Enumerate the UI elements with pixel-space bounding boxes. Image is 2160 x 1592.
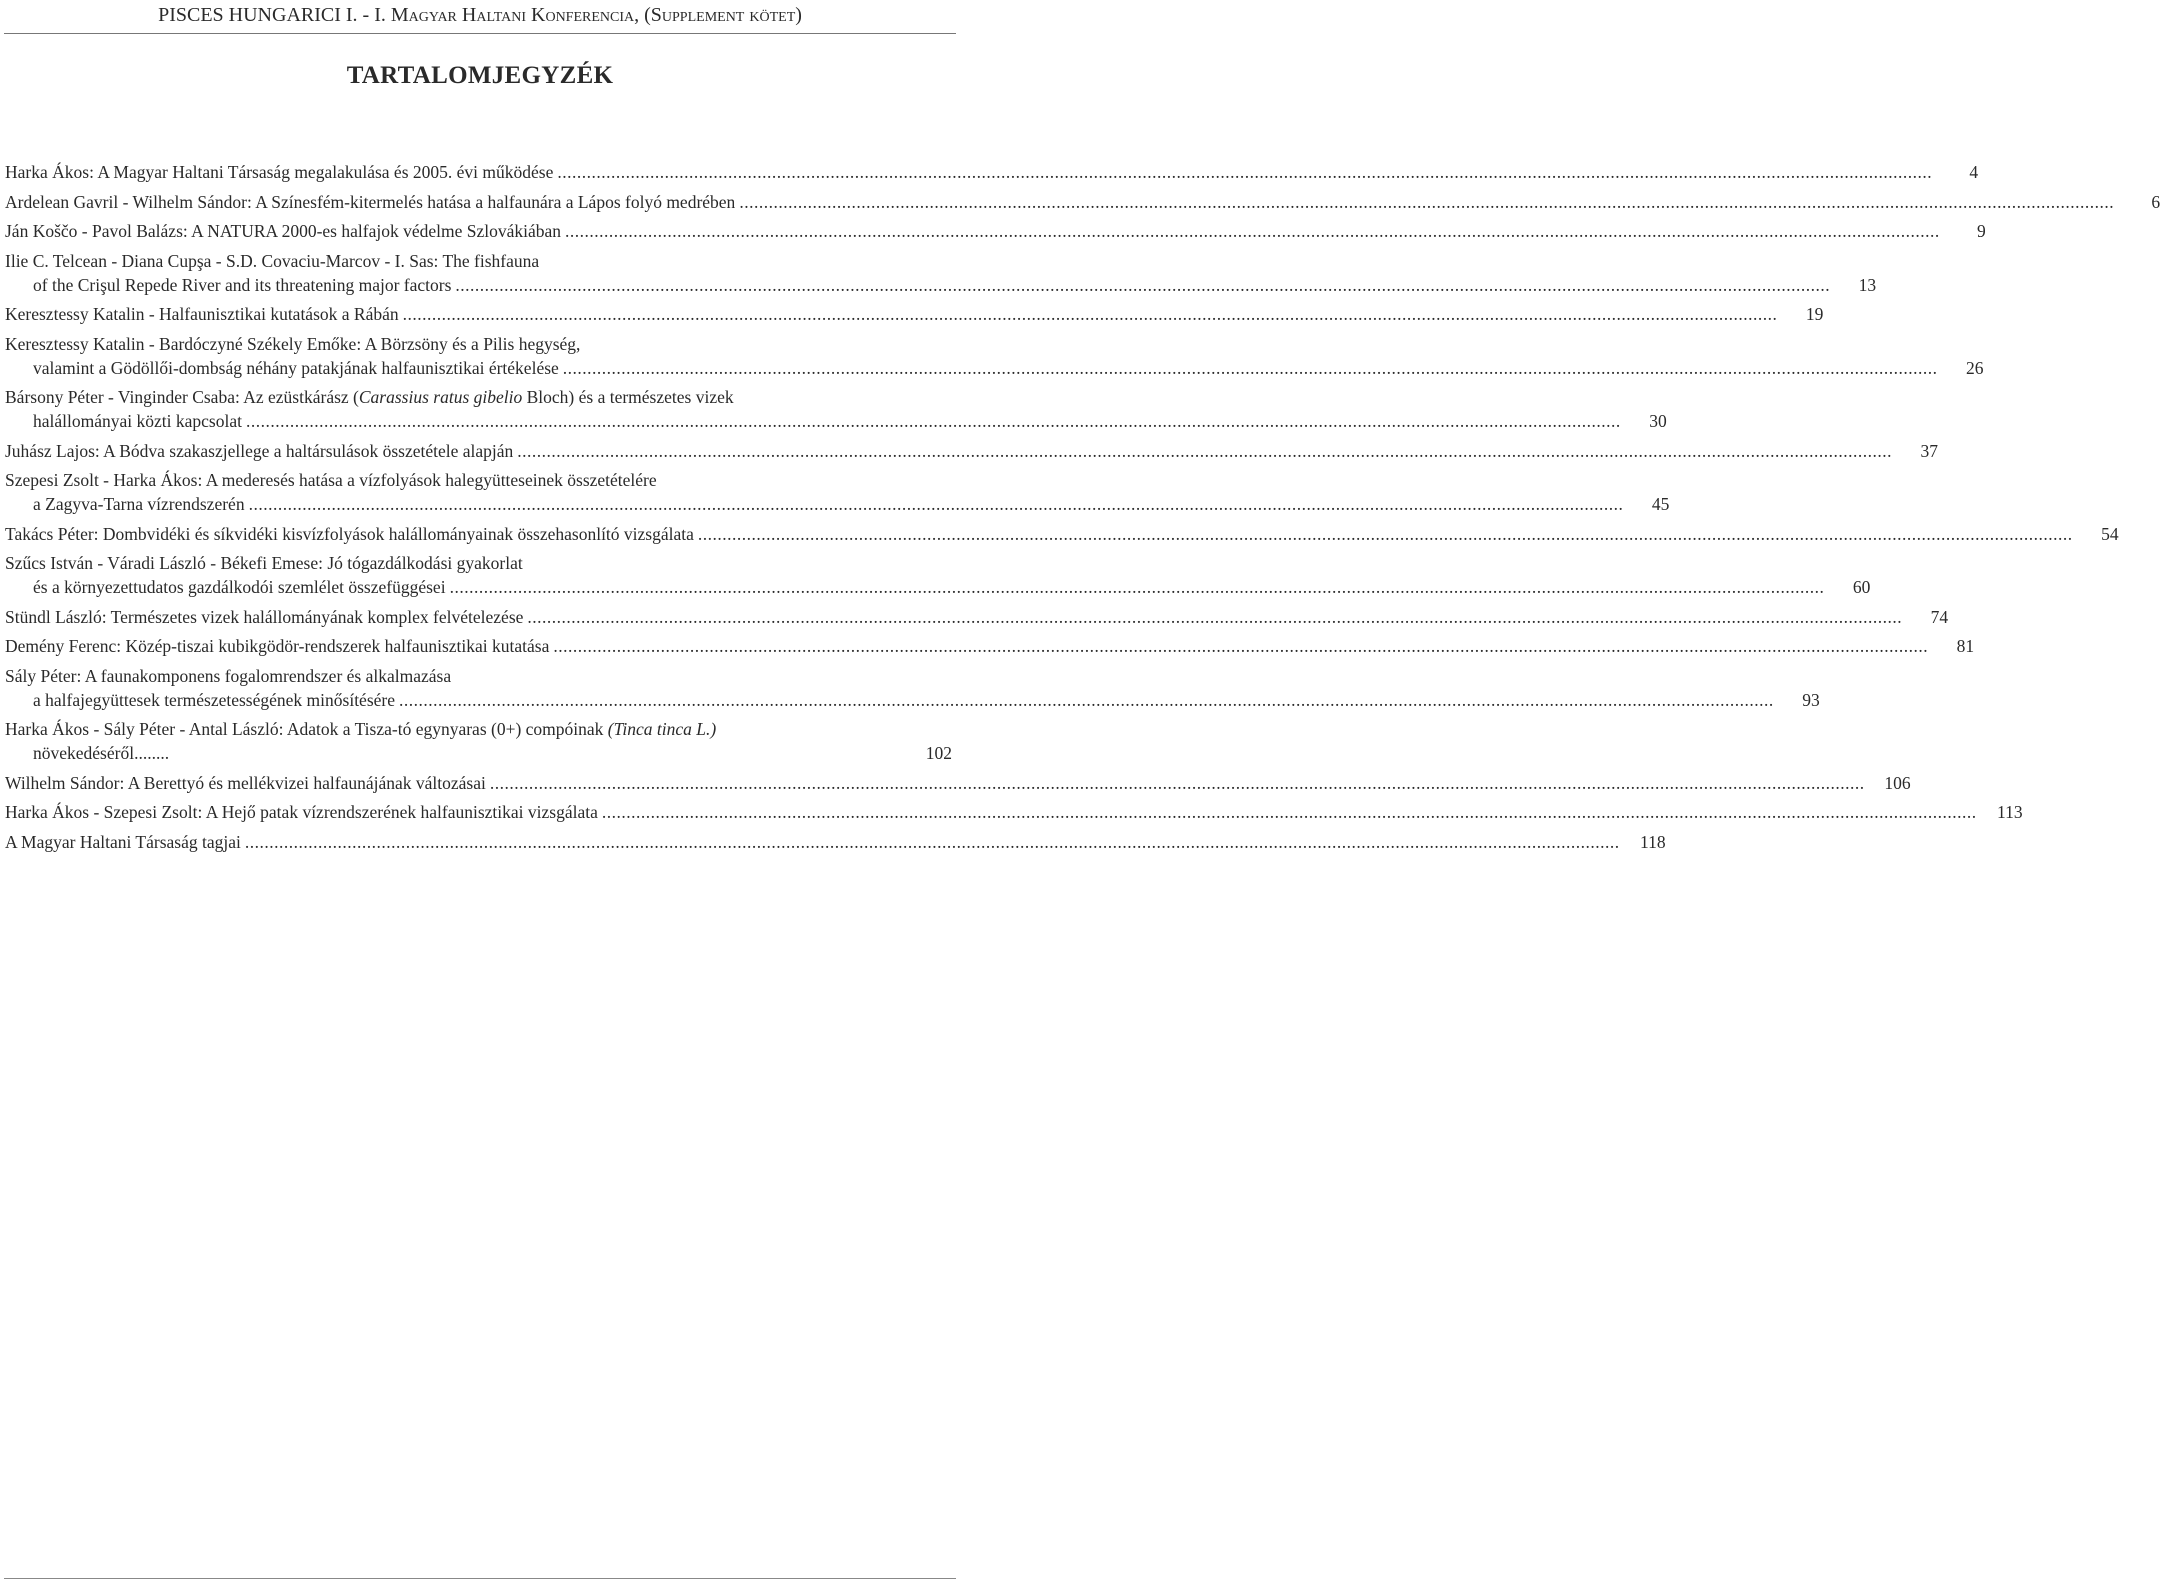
page-number: 6: [2151, 191, 2160, 212]
dot-leader: ..........................................................................................................................................................................................................................................................................................: [697, 523, 2073, 544]
toc-entry: [5, 332, 1984, 380]
dot-leader: ..........................................................................................................................................................................................................................................................................................: [565, 221, 1940, 241]
species-name: Carassius ratus gibelio: [358, 387, 523, 407]
toc-title-cont: és a környezettudatos gazdálkodói szemlélet összefüggései: [33, 577, 446, 597]
toc-entry: [5, 302, 1824, 326]
toc-title: [5, 385, 734, 409]
toc-line: [5, 273, 1877, 297]
page-number: 54: [2101, 523, 2119, 544]
dot-leader: ........: [134, 743, 170, 763]
page-number: 106: [1884, 772, 1911, 793]
toc-entry: [5, 771, 1911, 795]
toc-line: [5, 800, 2023, 824]
toc-line: [5, 688, 1820, 712]
page-number: 19: [1805, 304, 1824, 324]
toc-title: Harka Ákos: A Magyar Haltani Társaság megalakulása és 2005. évi működése: [5, 162, 554, 182]
toc-entry: [5, 522, 2119, 546]
toc-title-cont: a halfajegyüttesek természetességének minősítésére: [33, 689, 395, 710]
dot-leader: ..........................................................................................................................................................................................................................................................................................: [517, 440, 1893, 461]
dot-leader: ..........................................................................................................................................................................................................................................................................................: [562, 357, 1938, 378]
toc-entry: [5, 634, 1975, 658]
dot-leader: ..........................................................................................................................................................................................................................................................................................: [739, 191, 2115, 212]
page-number: 113: [1997, 802, 2023, 822]
dot-leader: ..........................................................................................................................................................................................................................................................................................: [399, 689, 1774, 710]
toc-line: [5, 385, 952, 409]
page-title: TARTALOMJEGYZÉK: [346, 62, 614, 89]
page-number: 45: [1651, 494, 1670, 514]
toc-title: Wilhelm Sándor: A Berettyó és mellékvizei halfaunájának változásai: [5, 772, 486, 793]
page-number: 37: [1920, 440, 1939, 461]
dot-leader: ..........................................................................................................................................................................................................................................................................................: [601, 802, 1977, 822]
page-number: 4: [1969, 162, 1979, 182]
toc-title: A Magyar Haltani Társaság tagjai: [5, 831, 241, 852]
toc-line: [5, 249, 952, 273]
page-number: 13: [1858, 274, 1877, 295]
toc-title: Juhász Lajos: A Bódva szakaszjellege a haltársulások összetétele alapján: [5, 440, 514, 461]
toc-title-part: Bloch) és a természetes vizek: [522, 387, 734, 407]
toc-line: [5, 717, 952, 741]
toc-title: Demény Ferenc: Közép-tiszai kubikgödör-rendszerek halfaunisztikai kutatása: [5, 636, 550, 656]
toc-entry: [5, 664, 1820, 712]
toc-title-cont: of the Crişul Repede River and its threatening major factors: [33, 274, 452, 295]
toc-title: Ilie C. Telcean - Diana Cupşa - S.D. Covaciu-Marcov - I. Sas: The fishfauna: [5, 250, 540, 271]
toc-line: [5, 356, 1984, 380]
toc-entry: [5, 439, 1939, 463]
toc-title: Szűcs István - Váradi László - Békefi Emese: Jó tógazdálkodási gyakorlat: [5, 553, 523, 573]
toc-entry: [5, 551, 1871, 599]
toc-line: [5, 522, 2119, 546]
toc-line: [5, 575, 1871, 599]
dot-leader: ..........................................................................................................................................................................................................................................................................................: [527, 606, 1903, 627]
toc-line: [5, 439, 1939, 463]
toc-line: [5, 492, 1670, 516]
toc-entry: [5, 605, 1949, 629]
toc-line: [5, 771, 1911, 795]
page-number: 81: [1956, 636, 1975, 656]
page-number: 26: [1966, 357, 1984, 378]
toc-line: [5, 605, 1949, 629]
toc-line: [5, 302, 1824, 326]
toc-title: Keresztessy Katalin - Bardóczyné Székely Emőke: A Börzsöny és a Pilis hegység,: [5, 333, 581, 354]
toc-title-cont: a Zagyva-Tarna vízrendszerén: [33, 494, 245, 514]
toc-line: [5, 468, 952, 492]
dot-leader: ..........................................................................................................................................................................................................................................................................................: [489, 772, 1865, 793]
toc-line: [5, 332, 952, 356]
dot-leader: ..........................................................................................................................................................................................................................................................................................: [402, 304, 1778, 324]
header-suffix: Magyar Haltani Konferencia, (Supplement kötet): [390, 4, 802, 26]
toc-line: [5, 830, 1666, 854]
toc-entry: [5, 468, 1670, 516]
dot-leader: ..........................................................................................................................................................................................................................................................................................: [455, 274, 1831, 295]
dot-leader: ..........................................................................................................................................................................................................................................................................................: [557, 162, 1933, 182]
toc-line: [5, 664, 952, 688]
toc-title-cont: növekedéséről: [33, 743, 135, 763]
toc-title: Ján Koščo - Pavol Balázs: A NATURA 2000-es halfajok védelme Szlovákiában: [5, 221, 562, 241]
dot-leader: ..........................................................................................................................................................................................................................................................................................: [449, 577, 1825, 597]
page-number: 9: [1977, 221, 1986, 241]
dot-leader: ..........................................................................................................................................................................................................................................................................................: [245, 411, 1621, 431]
page-number: 74: [1930, 606, 1949, 627]
toc-entry: [5, 385, 1667, 433]
dot-leader: ..........................................................................................................................................................................................................................................................................................: [553, 636, 1929, 656]
toc-title: Ardelean Gavril - Wilhelm Sándor: A Színesfém-kitermelés hatása a halfaunára a Lápos folyó medrében: [5, 191, 736, 212]
page-number: 60: [1852, 577, 1871, 597]
toc-entry: [5, 160, 1979, 184]
toc-title: Sály Péter: A faunakomponens fogalomrendszer és alkalmazása: [5, 665, 452, 686]
table-of-contents: [5, 160, 2160, 859]
toc-title: Harka Ákos - Szepesi Zsolt: A Hejő patak vízrendszerének halfaunisztikai vizsgálata: [5, 802, 598, 822]
toc-line: [5, 634, 1975, 658]
header-prefix: PISCES HUNGARICI I. - I.: [158, 4, 386, 26]
toc-title: Keresztessy Katalin - Halfaunisztikai kutatások a Rábán: [5, 304, 399, 324]
toc-line: [5, 551, 952, 575]
page-number: 102: [925, 743, 952, 763]
toc-line: [5, 741, 952, 765]
toc-title: Szepesi Zsolt - Harka Ákos: A mederesés hatása a vízfolyások halegyütteseinek összetételére: [5, 470, 657, 490]
header-rule: [4, 33, 956, 34]
page-number: 118: [1640, 831, 1666, 852]
page-number: 93: [1802, 689, 1820, 710]
toc-title: Takács Péter: Dombvidéki és síkvidéki kisvízfolyások halállományainak összehasonlító vizsgálata: [5, 523, 694, 544]
toc-title: Stündl László: Természetes vizek halállományának komplex felvételezése: [5, 606, 524, 627]
toc-entry: [5, 717, 952, 765]
toc-entry: [5, 190, 2160, 214]
toc-entry: [5, 830, 1666, 854]
page-number: 30: [1649, 411, 1667, 431]
footer-rule: [4, 1578, 956, 1579]
toc-title-cont: valamint a Gödöllői-dombság néhány patakjának halfaunisztikai értékelése: [33, 357, 559, 378]
toc-line: [5, 409, 1667, 433]
species-name: (Tinca tinca L.): [607, 719, 717, 739]
toc-line: [5, 219, 1986, 243]
toc-line: [5, 160, 1979, 184]
toc-title-part: Harka Ákos - Sály Péter - Antal László: Adatok a Tisza-tó egynyaras (0+) compóinak: [5, 719, 608, 739]
toc-line: [5, 190, 2160, 214]
toc-entry: [5, 249, 1877, 297]
toc-title: [5, 717, 716, 741]
toc-title-part: Bársony Péter - Vinginder Csaba: Az ezüstkárász (: [5, 387, 359, 407]
toc-entry: [5, 800, 2023, 824]
dot-leader: ..........................................................................................................................................................................................................................................................................................: [244, 831, 1620, 852]
toc-title-cont: halállományai közti kapcsolat: [33, 411, 242, 431]
toc-entry: [5, 219, 1986, 243]
dot-leader: ..........................................................................................................................................................................................................................................................................................: [248, 494, 1624, 514]
